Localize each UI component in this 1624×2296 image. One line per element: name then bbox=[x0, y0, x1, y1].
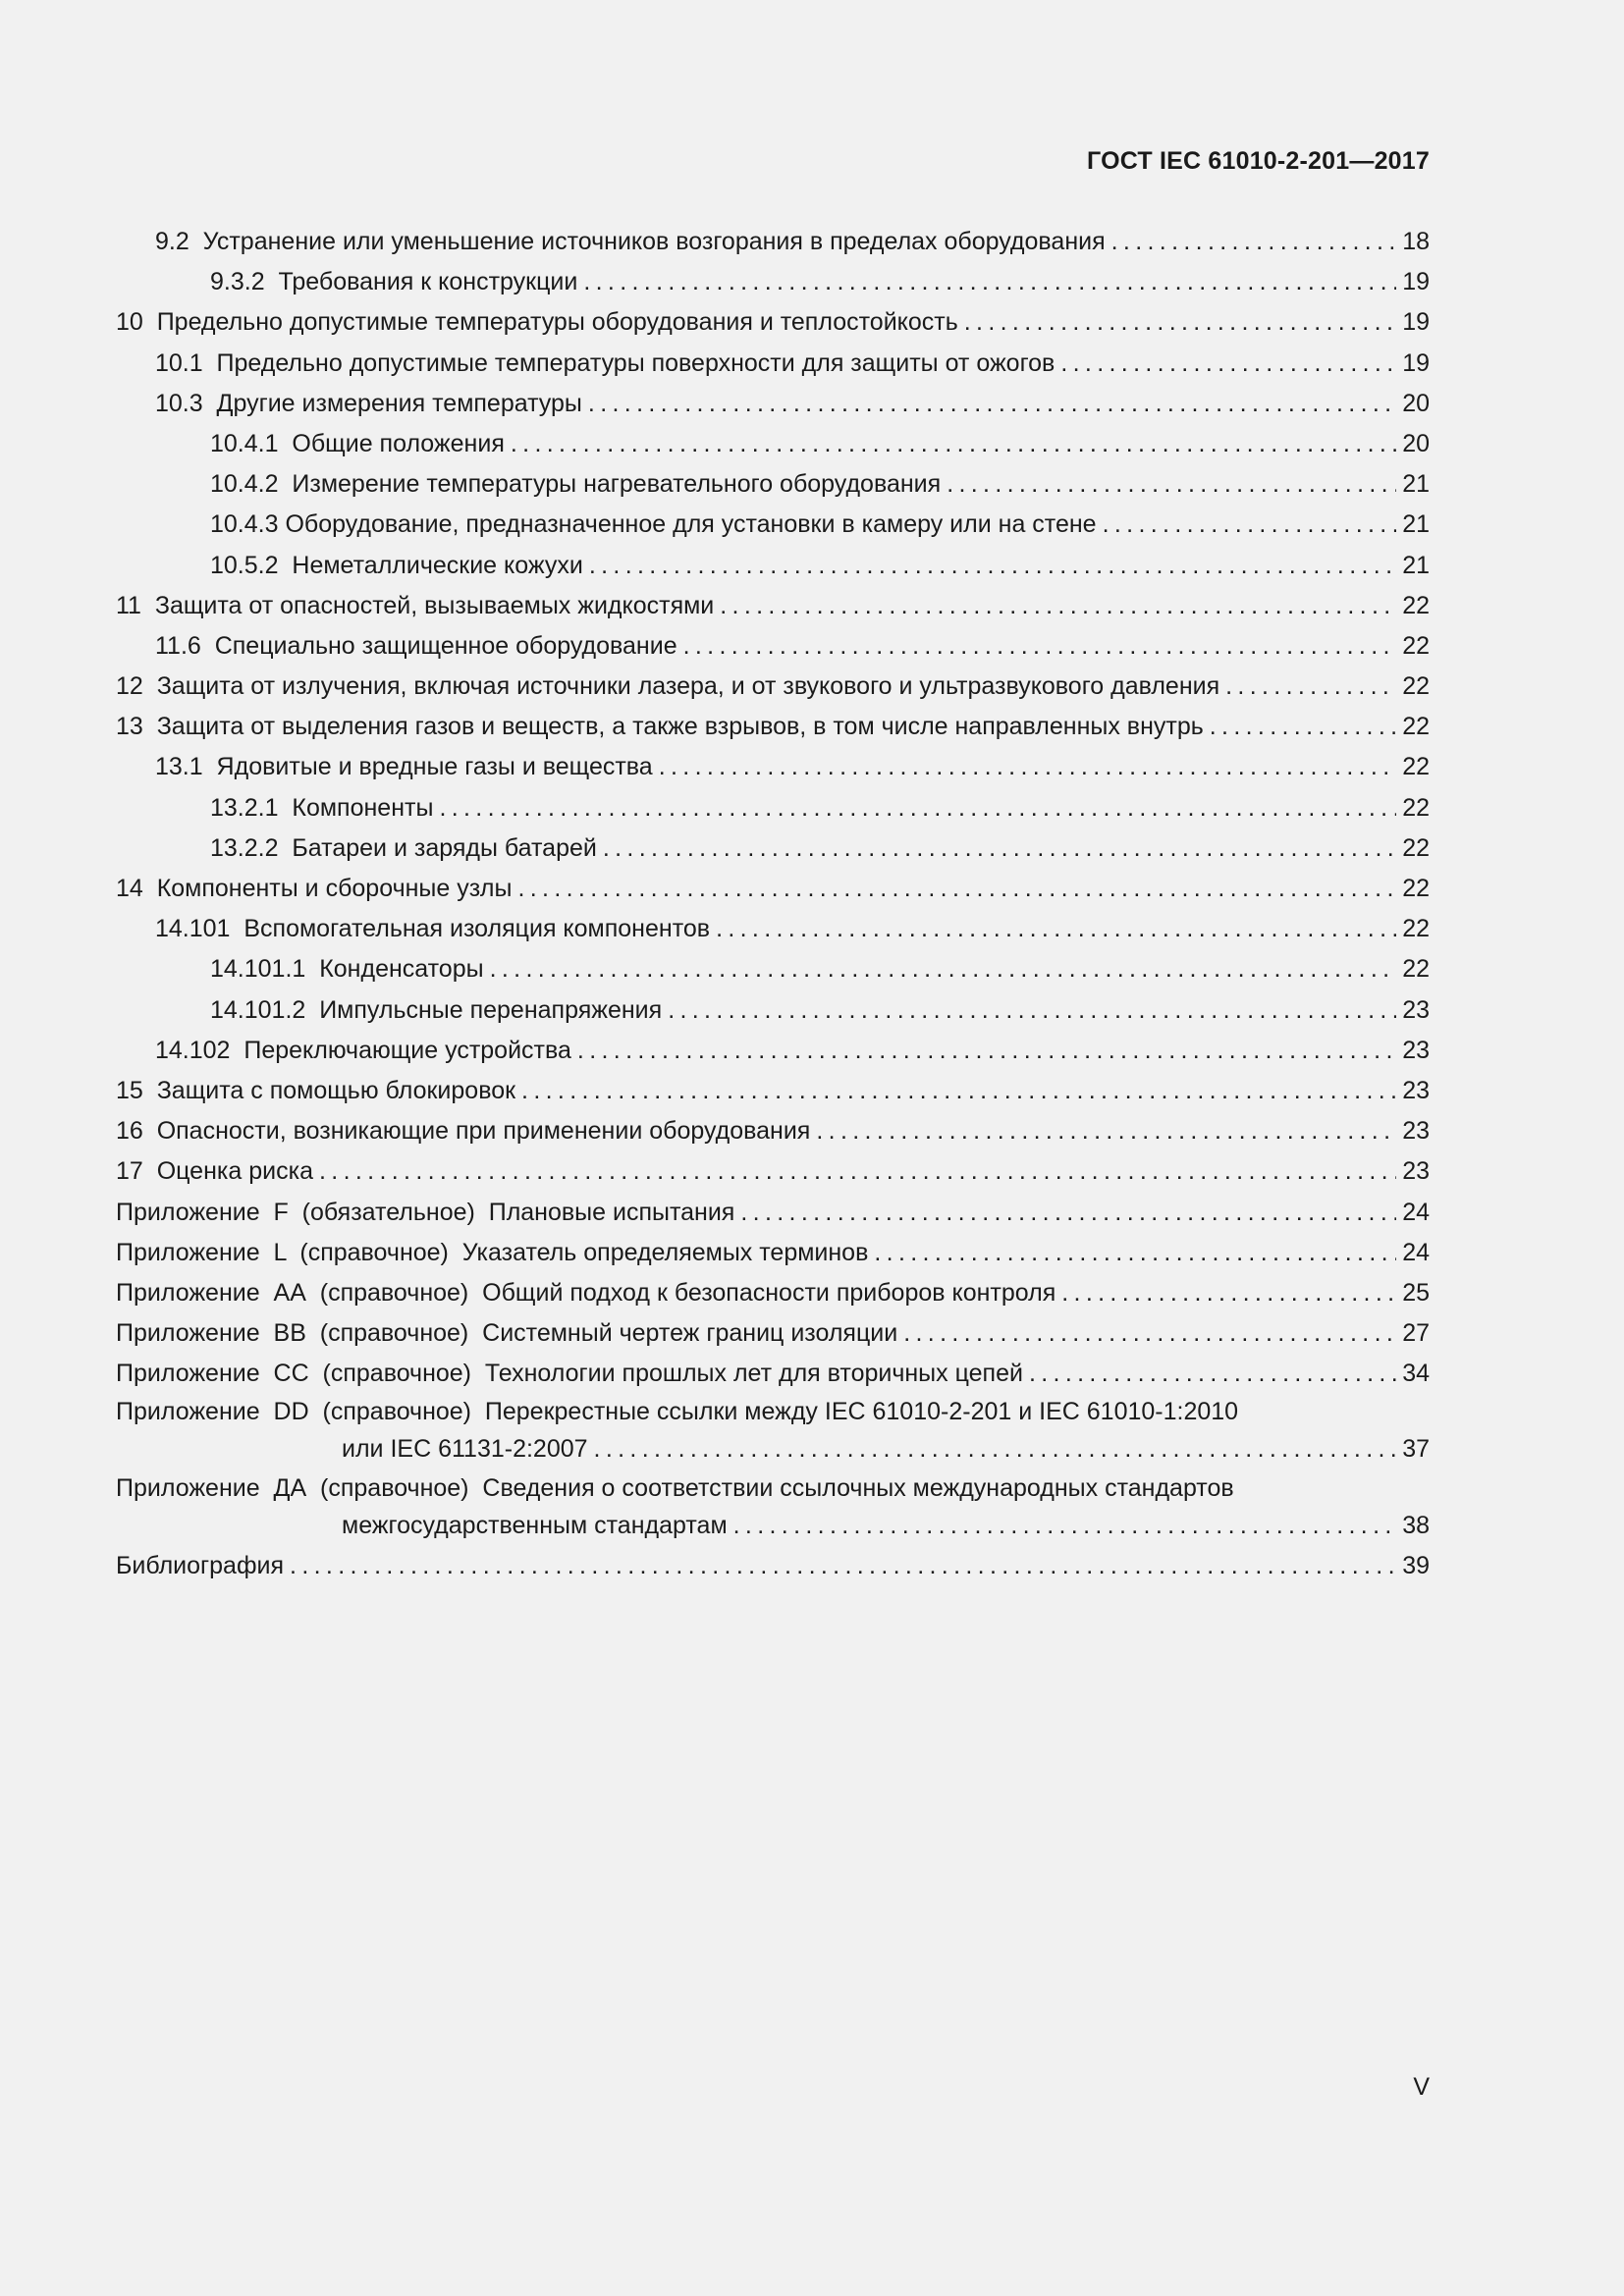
dot-leader bbox=[505, 424, 1396, 464]
dot-leader bbox=[1204, 707, 1396, 747]
dot-leader bbox=[1055, 344, 1396, 384]
toc-entry-page: 23 bbox=[1402, 1076, 1430, 1104]
toc-entry bbox=[116, 869, 1430, 909]
toc-entry-page: 20 bbox=[1402, 389, 1430, 417]
dot-leader bbox=[1056, 1273, 1396, 1313]
toc-entry bbox=[116, 302, 1430, 343]
dot-leader bbox=[1219, 667, 1396, 707]
dot-leader bbox=[677, 626, 1396, 667]
dot-leader bbox=[284, 1546, 1396, 1586]
toc-entry bbox=[116, 990, 1430, 1031]
toc-entry bbox=[116, 1354, 1430, 1394]
dot-leader bbox=[515, 1071, 1396, 1111]
toc-entry-title: 11.6 Специально защищенное оборудование bbox=[155, 631, 677, 660]
toc-entry-page: 24 bbox=[1402, 1238, 1430, 1266]
toc-entry-page: 34 bbox=[1402, 1360, 1430, 1388]
toc-entry bbox=[116, 788, 1430, 828]
dot-leader bbox=[313, 1151, 1396, 1192]
dot-leader bbox=[582, 384, 1396, 424]
toc-entry-title: 16 Опасности, возникающие при применении оборудования bbox=[116, 1117, 811, 1146]
toc-entry-title-continuation: или IEC 61131-2:2007 bbox=[342, 1435, 588, 1464]
dot-leader bbox=[512, 869, 1396, 909]
toc-entry-title: 10.5.2 Неметаллические кожухи bbox=[210, 551, 583, 579]
toc-entry-page: 22 bbox=[1402, 753, 1430, 781]
toc-entry-page: 23 bbox=[1402, 995, 1430, 1024]
toc-entry-page: 21 bbox=[1402, 510, 1430, 539]
toc-entry-title: Приложение F (обязательное) Плановые испытания bbox=[116, 1198, 735, 1226]
document-header: ГОСТ IEC 61010-2-201—2017 bbox=[1087, 147, 1430, 175]
toc-entry-title: Приложение СС (справочное) Технологии прошлых лет для вторичных цепей bbox=[116, 1360, 1023, 1388]
toc-entry-page: 22 bbox=[1402, 631, 1430, 660]
toc-entry-title: 12 Защита от излучения, включая источники лазера, и от звукового и ультразвукового давления bbox=[116, 672, 1220, 701]
toc-entry bbox=[116, 1470, 1430, 1546]
toc-entry-title: 9.3.2 Требования к конструкции bbox=[210, 268, 578, 296]
toc-entry bbox=[116, 262, 1430, 302]
dot-leader bbox=[1106, 222, 1396, 262]
toc-entry-page: 27 bbox=[1402, 1319, 1430, 1348]
toc-entry-page: 20 bbox=[1402, 429, 1430, 457]
page-number: V bbox=[1413, 2073, 1430, 2101]
dot-leader bbox=[897, 1313, 1396, 1354]
toc-entry-title: 10.4.1 Общие положения bbox=[210, 429, 505, 457]
dot-leader bbox=[662, 990, 1396, 1031]
toc-entry-title: 14.102 Переключающие устройства bbox=[155, 1036, 571, 1064]
table-of-contents bbox=[116, 222, 1430, 1586]
toc-entry-page: 23 bbox=[1402, 1036, 1430, 1064]
toc-entry-title: 10.1 Предельно допустимые температуры поверхности для защиты от ожогов bbox=[155, 348, 1056, 377]
toc-entry bbox=[116, 909, 1430, 949]
toc-entry-page: 39 bbox=[1402, 1551, 1430, 1579]
dot-leader bbox=[583, 546, 1396, 586]
toc-entry bbox=[116, 1394, 1430, 1469]
toc-entry-page: 22 bbox=[1402, 591, 1430, 619]
toc-entry-title: 10 Предельно допустимые температуры оборудования и теплостойкость bbox=[116, 308, 958, 337]
dot-leader bbox=[710, 909, 1396, 949]
toc-entry bbox=[116, 1233, 1430, 1273]
toc-entry-page: 38 bbox=[1402, 1511, 1430, 1539]
toc-entry-page: 24 bbox=[1402, 1198, 1430, 1226]
toc-entry bbox=[116, 1193, 1430, 1233]
toc-entry-page: 23 bbox=[1402, 1117, 1430, 1146]
toc-entry bbox=[116, 546, 1430, 586]
dot-leader bbox=[577, 262, 1396, 302]
toc-entry-title: 13.2.2 Батареи и заряды батарей bbox=[210, 833, 597, 862]
toc-entry bbox=[116, 828, 1430, 869]
toc-entry bbox=[116, 586, 1430, 626]
dot-leader bbox=[571, 1031, 1396, 1071]
toc-entry-page: 19 bbox=[1402, 348, 1430, 377]
dot-leader bbox=[484, 949, 1396, 989]
dot-leader bbox=[1023, 1354, 1396, 1394]
toc-entry bbox=[116, 1313, 1430, 1354]
toc-entry bbox=[116, 384, 1430, 424]
toc-entry-title: 15 Защита с помощью блокировок bbox=[116, 1076, 516, 1104]
toc-entry-page: 19 bbox=[1402, 268, 1430, 296]
toc-entry bbox=[116, 424, 1430, 464]
dot-leader bbox=[588, 1429, 1396, 1469]
toc-entry-title: Приложение DD (справочное) Перекрестные ссылки между IEC 61010-2-201 и IEC 61010-1:2010 bbox=[116, 1398, 1239, 1426]
toc-entry-title: 14.101.1 Конденсаторы bbox=[210, 955, 484, 984]
dot-leader bbox=[958, 302, 1396, 343]
toc-entry bbox=[116, 1151, 1430, 1192]
toc-entry bbox=[116, 1071, 1430, 1111]
toc-entry-title: 14.101.2 Импульсные перенапряжения bbox=[210, 995, 663, 1024]
toc-entry bbox=[116, 1273, 1430, 1313]
toc-entry-page: 22 bbox=[1402, 793, 1430, 822]
toc-entry-title: Приложение ВВ (справочное) Системный чертеж границ изоляции bbox=[116, 1319, 898, 1348]
toc-entry-title: 10.3 Другие измерения температуры bbox=[155, 389, 582, 417]
toc-entry-page: 22 bbox=[1402, 875, 1430, 902]
dot-leader bbox=[714, 586, 1396, 626]
toc-entry bbox=[116, 505, 1430, 545]
dot-leader bbox=[1097, 505, 1396, 545]
dot-leader bbox=[653, 747, 1396, 787]
toc-entry-page: 21 bbox=[1402, 470, 1430, 499]
toc-entry bbox=[116, 1111, 1430, 1151]
dot-leader bbox=[597, 828, 1396, 869]
toc-entry-page: 22 bbox=[1402, 713, 1430, 741]
dot-leader bbox=[433, 788, 1396, 828]
toc-entry-title: Приложение АА (справочное) Общий подход к безопасности приборов контроля bbox=[116, 1278, 1056, 1307]
toc-entry bbox=[116, 344, 1430, 384]
dot-leader bbox=[868, 1233, 1396, 1273]
toc-entry-page: 22 bbox=[1402, 915, 1430, 943]
toc-entry bbox=[116, 949, 1430, 989]
dot-leader bbox=[941, 464, 1396, 505]
toc-entry-title-continuation: межгосударственным стандартам bbox=[342, 1511, 728, 1539]
toc-entry-page: 22 bbox=[1402, 833, 1430, 862]
toc-entry bbox=[116, 667, 1430, 707]
toc-entry-page: 21 bbox=[1402, 551, 1430, 579]
toc-entry-title: 14.101 Вспомогательная изоляция компонентов bbox=[155, 915, 711, 943]
toc-entry-page: 37 bbox=[1402, 1435, 1430, 1464]
toc-entry bbox=[116, 626, 1430, 667]
toc-entry bbox=[116, 747, 1430, 787]
toc-entry bbox=[116, 1546, 1430, 1586]
toc-entry bbox=[116, 222, 1430, 262]
toc-entry bbox=[116, 707, 1430, 747]
toc-entry-title: 14 Компоненты и сборочные узлы bbox=[116, 875, 513, 902]
toc-entry-page: 22 bbox=[1402, 955, 1430, 984]
dot-leader bbox=[734, 1193, 1396, 1233]
toc-entry-page: 19 bbox=[1402, 308, 1430, 337]
toc-entry-page: 25 bbox=[1402, 1278, 1430, 1307]
toc-entry bbox=[116, 1031, 1430, 1071]
toc-entry-title: 9.2 Устранение или уменьшение источников возгорания в пределах оборудования bbox=[155, 228, 1106, 255]
toc-entry-title: 11 Защита от опасностей, вызываемых жидкостями bbox=[116, 591, 715, 619]
toc-entry-page: 23 bbox=[1402, 1157, 1430, 1186]
toc-entry-title: 13.2.1 Компоненты bbox=[210, 793, 434, 822]
toc-entry-page: 22 bbox=[1402, 672, 1430, 701]
dot-leader bbox=[728, 1506, 1396, 1546]
toc-entry-title: 17 Оценка риска bbox=[116, 1157, 313, 1186]
toc-entry-title: 13.1 Ядовитые и вредные газы и вещества bbox=[155, 753, 653, 781]
toc-entry-title: Библиография bbox=[116, 1551, 285, 1579]
toc-entry-page: 18 bbox=[1402, 228, 1430, 255]
toc-entry-title: Приложение ДА (справочное) Сведения о соответствии ссылочных международных стандартов bbox=[116, 1473, 1234, 1502]
dot-leader bbox=[810, 1111, 1396, 1151]
toc-entry bbox=[116, 464, 1430, 505]
toc-entry-title: 10.4.2 Измерение температуры нагревательного оборудования bbox=[210, 470, 942, 499]
toc-entry-title: Приложение L (справочное) Указатель определяемых терминов bbox=[116, 1238, 869, 1266]
toc-entry-title: 13 Защита от выделения газов и веществ, а также взрывов, в том числе направленных внутрь bbox=[116, 713, 1204, 741]
toc-entry-title: 10.4.3 Оборудование, предназначенное для установки в камеру или на стене bbox=[210, 510, 1097, 539]
